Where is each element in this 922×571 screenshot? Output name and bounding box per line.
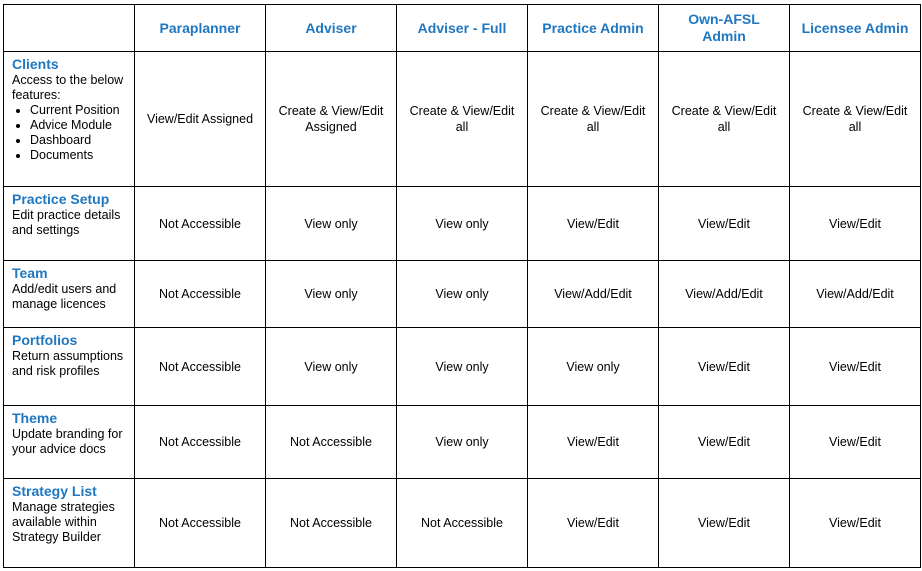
permission-cell: View only: [397, 261, 528, 328]
permission-cell: Create & View/Edit all: [528, 52, 659, 187]
permission-cell: View/Edit: [528, 406, 659, 479]
permission-cell: Create & View/Edit Assigned: [266, 52, 397, 187]
permission-cell: View/Edit: [790, 406, 921, 479]
permission-cell: Create & View/Edit all: [397, 52, 528, 187]
list-item: • Documents: [30, 148, 128, 163]
permission-cell: View/Edit: [528, 187, 659, 261]
feature-title: Portfolios: [12, 332, 78, 348]
table-row-strategy-list: [4, 479, 921, 568]
feature-description: Access to the below features:: [12, 73, 124, 102]
permission-cell: View/Edit: [790, 328, 921, 406]
feature-title: Strategy List: [12, 483, 97, 499]
permission-cell: View/Add/Edit: [528, 261, 659, 328]
column-header: Licensee Admin: [790, 5, 921, 52]
feature-cell: [4, 406, 135, 479]
column-header: Paraplanner: [135, 5, 266, 52]
table-row-team: [4, 261, 921, 328]
permission-cell: View only: [266, 328, 397, 406]
feature-description: Add/edit users and manage licences: [12, 282, 117, 311]
list-item: • Current Position: [30, 103, 128, 118]
permission-cell: View only: [266, 261, 397, 328]
permission-cell: View/Edit: [790, 479, 921, 568]
permission-cell: View/Edit: [659, 406, 790, 479]
column-header: Own-AFSL Admin: [659, 5, 790, 52]
permission-cell: Not Accessible: [135, 187, 266, 261]
feature-description: Edit practice details and settings: [12, 208, 121, 237]
feature-cell: [4, 52, 135, 187]
table-row-portfolios: [4, 328, 921, 406]
feature-title: Theme: [12, 410, 58, 426]
permission-cell: View/Edit: [790, 187, 921, 261]
permission-cell: View/Add/Edit: [659, 261, 790, 328]
feature-cell: [4, 479, 135, 568]
permissions-table: [3, 4, 921, 568]
feature-description: Update branding for your advice docs: [12, 427, 123, 456]
column-header: Practice Admin: [528, 5, 659, 52]
permission-cell: View/Edit: [659, 187, 790, 261]
permission-cell: View/Edit: [659, 328, 790, 406]
permission-cell: Not Accessible: [266, 406, 397, 479]
permission-cell: View/Edit: [659, 479, 790, 568]
permission-cell: Create & View/Edit all: [790, 52, 921, 187]
feature-description: Manage strategies available within Strategy Builder: [12, 500, 115, 544]
column-header: Adviser: [266, 5, 397, 52]
feature-title: Practice Setup: [12, 191, 110, 207]
feature-bullet-list: [12, 103, 128, 163]
table-row-theme: [4, 406, 921, 479]
corner-cell: [4, 5, 135, 52]
permission-cell: View only: [528, 328, 659, 406]
table-row-practice-setup: [4, 187, 921, 261]
feature-title: Clients: [12, 56, 59, 72]
permission-cell: Not Accessible: [135, 406, 266, 479]
permission-cell: View/Add/Edit: [790, 261, 921, 328]
permission-cell: View only: [397, 328, 528, 406]
header-row: [4, 5, 921, 52]
list-item: • Advice Module: [30, 118, 128, 133]
feature-cell: [4, 261, 135, 328]
permission-cell: View only: [397, 187, 528, 261]
feature-description: Return assumptions and risk profiles: [12, 349, 124, 378]
permission-cell: View/Edit: [528, 479, 659, 568]
permission-cell: Create & View/Edit all: [659, 52, 790, 187]
feature-cell: [4, 328, 135, 406]
permission-cell: View only: [266, 187, 397, 261]
column-header: Adviser - Full: [397, 5, 528, 52]
permission-cell: View only: [397, 406, 528, 479]
table-row-clients: [4, 52, 921, 187]
permission-cell: Not Accessible: [135, 328, 266, 406]
permission-cell: Not Accessible: [266, 479, 397, 568]
permission-cell: View/Edit Assigned: [135, 52, 266, 187]
list-item: • Dashboard: [30, 133, 128, 148]
feature-title: Team: [12, 265, 48, 281]
permission-cell: Not Accessible: [397, 479, 528, 568]
permission-cell: Not Accessible: [135, 261, 266, 328]
feature-cell: [4, 187, 135, 261]
permission-cell: Not Accessible: [135, 479, 266, 568]
